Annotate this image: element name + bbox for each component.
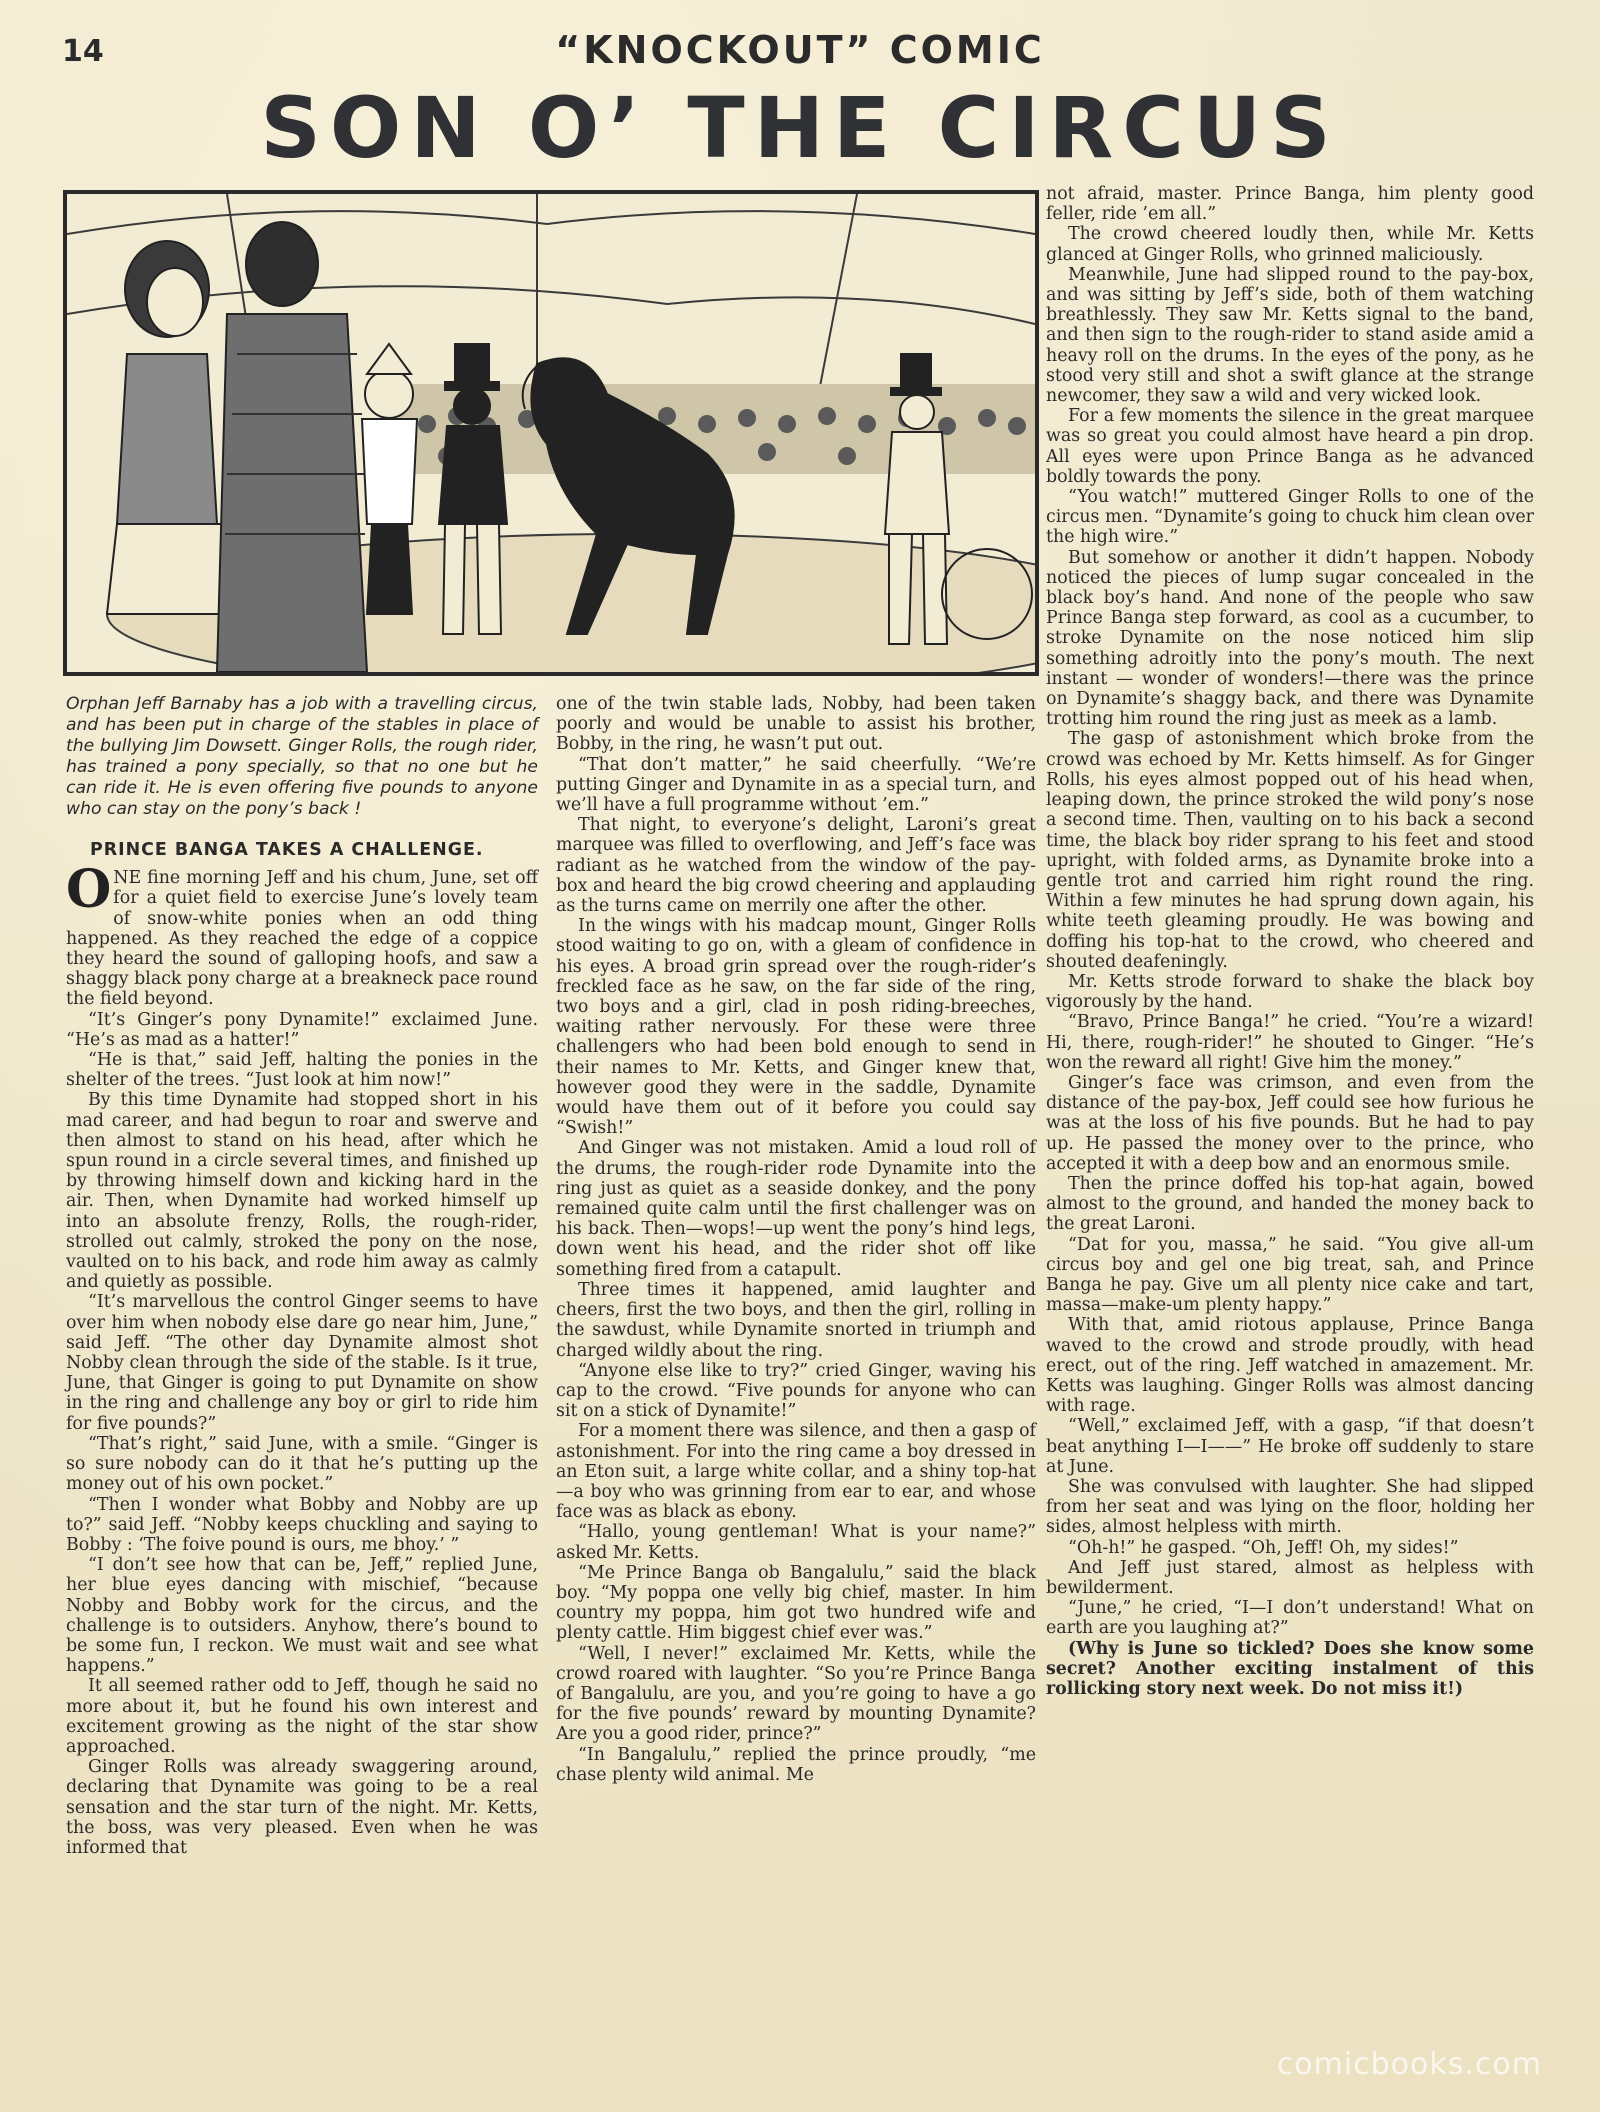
paragraph: And Jeff just stared, almost as helpless with bewilderment. [1046, 1557, 1534, 1599]
next-week-teaser: (Why is June so tickled? Does she know some secret? Another exciting instalment of this rollicking story next week. Do not miss it!) [1046, 1638, 1534, 1700]
paragraph: It all seemed rather odd to Jeff, though he said no more about it, but he found his own interest and excitement growing as the night of the star show approached. [66, 1676, 538, 1757]
paragraph: The crowd cheered loudly then, while Mr. Ketts glanced at Ginger Rolls, who grinned maliciously. [1046, 224, 1534, 265]
paragraph: “Anyone else like to try?” cried Ginger, waving his cap to the crowd. “Five pounds for anyone who can sit on a stick of Dynamite!” [556, 1360, 1036, 1422]
paragraph: And Ginger was not mistaken. Amid a loud roll of the drums, the rough-rider rode Dynamite into the ring just as quiet as a seaside donkey, and the pony remained quite calm until the first challenger was on his back. Then—wops!—up went the pony’s hind legs, down went his head, and the rider shot off like something fired from a catapult. [556, 1138, 1036, 1280]
column-2 [556, 694, 1036, 1785]
paragraph: Ginger Rolls was already swaggering around, declaring that Dynamite was going to be a real sensation and the star turn of the night. Mr. Ketts, the boss, was very pleased. Even when he was informed that [66, 1757, 538, 1858]
paragraph: “In Bangalulu,” replied the prince proudly, “me chase plenty wild animal. Me [556, 1744, 1036, 1785]
paragraph: “Then I wonder what Bobby and Nobby are up to?” said Jeff. “Nobby keeps chuckling and saying to Bobby : ‘The foive pound is ours, me bhoy.’ ” [66, 1494, 538, 1555]
paragraph: “Well,” exclaimed Jeff, with a gasp, “if that doesn’t beat anything I—I——” He broke off suddenly to stare at June. [1046, 1416, 1534, 1477]
story-intro: Orphan Jeff Barnaby has a job with a travelling circus, and has been put in charge of the stables in place of the bullying Jim Dowsett. Ginger Rolls, the rough rider, has trained a pony specially, so that no one but he can ride it. He is even offering five pounds to anyone who can stay on the pony’s back ! [66, 694, 538, 819]
paragraph: “Bravo, Prince Banga!” he cried. “You’re a wizard! Hi, there, rough-rider!” he shouted to Ginger. “He’s won the reward all right! Give him the money.” [1046, 1012, 1534, 1073]
story-headline: SON O’ THE CIRCUS [260, 79, 1340, 177]
paragraph: “That’s right,” said June, with a smile. “Ginger is so sure nobody can do it that he’s putting up the money out of his own pocket.” [66, 1433, 538, 1495]
paragraph: Mr. Ketts strode forward to shake the black boy vigorously by the hand. [1046, 971, 1534, 1013]
paragraph: “Dat for you, massa,” he said. “You give all-um circus boy and gel one big treat, sah, and Prince Banga he pay. Give um all plenty nice cake and tart, massa—make-um plenty happy.” [1046, 1234, 1534, 1316]
paragraph: With that, amid riotous applause, Prince Banga waved to the crowd and strode proudly, with head erect, out of the ring. Jeff watched in amazement. Mr. Ketts was laughing. Ginger Rolls was almost dancing with rage. [1046, 1315, 1534, 1417]
paragraph: “Me Prince Banga ob Bangalulu,” said the black boy. “My poppa one velly big chief, master. In him country my poppa, him got two hundred wife and plenty cattle. Him biggest chief ever was.” [556, 1562, 1036, 1644]
paragraph: “That don’t matter,” he said cheerfully. “We’re putting Ginger and Dynamite in as a special turn, and we’ll have a full programme without ’em.” [556, 754, 1036, 816]
paragraph: “It’s Ginger’s pony Dynamite!” exclaimed June. “He’s as mad as a hatter!” [66, 1009, 538, 1050]
paragraph: “You watch!” muttered Ginger Rolls to one of the circus men. “Dynamite’s going to chuck him clean over the high wire.” [1046, 487, 1534, 548]
source-watermark: comicbooks.com [1276, 2047, 1542, 2082]
paragraph: “Hallo, young gentleman! What is your name?” asked Mr. Ketts. [556, 1522, 1036, 1563]
paragraph: “Well, I never!” exclaimed Mr. Ketts, while the crowd roared with laughter. “So you’re Prince Banga of Bangalulu, are you, and you’re going to have a go for the five pounds’ reward by mounting Dynamite? Are you a good rider, prince?” [556, 1643, 1036, 1745]
column-1 [66, 694, 538, 1858]
paragraph: That night, to everyone’s delight, Laroni’s great marquee was filled to overflowing, and Jeff’s face was radiant as he watched from the window of the pay-box and heard the big crowd cheering and applauding as the turns came on merrily one after the other. [556, 815, 1036, 917]
paragraph: Then the prince doffed his top-hat again, bowed almost to the ground, and handed the money back to the great Laroni. [1046, 1173, 1534, 1235]
drop-cap: O [66, 859, 112, 921]
illustration-drawing [67, 194, 1035, 672]
paragraph [66, 859, 538, 1010]
paragraph: not afraid, master. Prince Banga, him plenty good feller, ride ’em all.” [1046, 184, 1534, 225]
paragraph: “He is that,” said Jeff, halting the ponies in the shelter of the trees. “Just look at him now!” [66, 1050, 538, 1091]
paragraph: For a moment there was silence, and then a gasp of astonishment. For into the ring came a boy dressed in an Eton suit, a large white collar, and a shiny top-hat—a boy who was grinning from ear to ear, and whose face was as black as ebony. [556, 1421, 1036, 1523]
paragraph-text: NE fine morning Jeff and his chum, June, set off for a quiet field to exercise June’s lovely team of snow-white ponies when an odd thing happened. As they reached the edge of a coppice they heard the sound of galloping hoofs, and saw a shaggy black pony charge at a breakneck pace round the field beyond. [66, 868, 538, 1010]
paragraph: “Oh-h!” he gasped. “Oh, Jeff! Oh, my sides!” [1068, 1537, 1459, 1558]
circus-ring-illustration [63, 190, 1039, 676]
paragraph: “I don’t see how that can be, Jeff,” replied June, her blue eyes dancing with mischief, “because Nobby and Bobby work for the circus, and the challenge is to outsiders. Anyhow, there’s bound to be some fun, I reckon. We must wait and see what happens.” [66, 1555, 538, 1677]
paragraph: In the wings with his madcap mount, Ginger Rolls stood waiting to go on, with a gleam of confidence in his eyes. A broad grin spread over the rough-rider’s freckled face as he saw, on the far side of the ring, two boys and a girl, clad in posh riding-breeches, waiting rather nervously. For these were three challengers who had been bold enough to send in their names to Mr. Ketts, and Ginger knew that, however good they were in the saddle, Dynamite would have them out of it before you could say “Swish!” [556, 916, 1036, 1139]
paragraph: Meanwhile, June had slipped round to the pay-box, and was sitting by Jeff’s side, both of them watching breathlessly. They saw Mr. Ketts signal to the band, and then sign to the rough-rider to stand aside amid a heavy roll on the drums. In the eyes of the pony, as he stood very still and shot a swift glance at the strange newcomer, they saw a wild and very wicked look. [1046, 264, 1534, 407]
page-number: 14 [62, 34, 104, 69]
paragraph: The gasp of astonishment which broke from the crowd was echoed by Mr. Ketts himself. As for Ginger Rolls, his eyes almost popped out of his head when, leaping down, the prince stroked the wild pony’s nose a second time. Then, vaulting on to his back a second time, the black boy rider sprang to his feet and stood upright, with folded arms, as Dynamite broke into a gentle trot and carried him right round the ring. Within a few minutes he had sprung down again, his white teeth gleaming proudly. He was bowing and doffing his top-hat to the crowd, who cheered and shouted deafeningly. [1046, 729, 1534, 972]
chapter-subheading: PRINCE BANGA TAKES A CHALLENGE. [90, 840, 484, 860]
paragraph: “June,” he cried, “I—I don’t understand! What on earth are you laughing at?” [1046, 1598, 1534, 1639]
paragraph: She was convulsed with laughter. She had slipped from her seat and was lying on the floor, holding her sides, almost helpless with mirth. [1046, 1477, 1534, 1538]
paragraph: Three times it happened, amid laughter and cheers, first the two boys, and then the girl, rolling in the sawdust, while Dynamite snorted in triumph and charged wildly about the ring. [556, 1279, 1036, 1361]
paragraph: Ginger’s face was crimson, and even from the distance of the pay-box, Jeff could see how furious he was at the loss of his five pounds. But he had to pay up. He passed the money over to the prince, who accepted it with a deep bow and an enormous smile. [1046, 1072, 1534, 1174]
column-3 [1046, 184, 1534, 1699]
paragraph: But somehow or another it didn’t happen. Nobody noticed the pieces of lump sugar concealed in the black boy’s hand. And none of the people who saw Prince Banga step forward, as cool as a cucumber, to stroke Dynamite on the nose noticed him slip something adroitly into the pony’s mouth. The next instant — wonder of wonders!—there was the prince on Dynamite’s shaggy back, and there was Dynamite trotting him round the ring just as meek as a lamb. [1046, 547, 1534, 730]
paragraph: one of the twin stable lads, Nobby, had been taken poorly and would be unable to assist his brother, Bobby, in the ring, he wasn’t put out. [556, 694, 1036, 755]
paragraph: “It’s marvellous the control Ginger seems to have over him when nobody else dare go near him, June,” said Jeff. “The other day Dynamite almost shot Nobby clean through the side of the stable. Is it true, June, that Ginger is going to put Dynamite on show in the ring and challenge any boy or girl to ride him for five pounds?” [66, 1292, 538, 1434]
paragraph: For a few moments the silence in the great marquee was so great you could almost have heard a pin drop. All eyes were upon Prince Banga as he advanced boldly towards the pony. [1046, 406, 1534, 487]
magazine-title: “KNOCKOUT” COMIC [555, 28, 1045, 72]
paragraph: By this time Dynamite had stopped short in his mad career, and had begun to roar and swerve and then almost to stand on his head, after which he spun round in a circle several times, and finished up by throwing himself down and kicking hard in the air. Then, when Dynamite had worked himself up into an absolute frenzy, Rolls, the rough-rider, strolled out calmly, stroked the pony on the nose, vaulted on to his back, and rode him away as calmly and quietly as possible. [66, 1090, 538, 1293]
